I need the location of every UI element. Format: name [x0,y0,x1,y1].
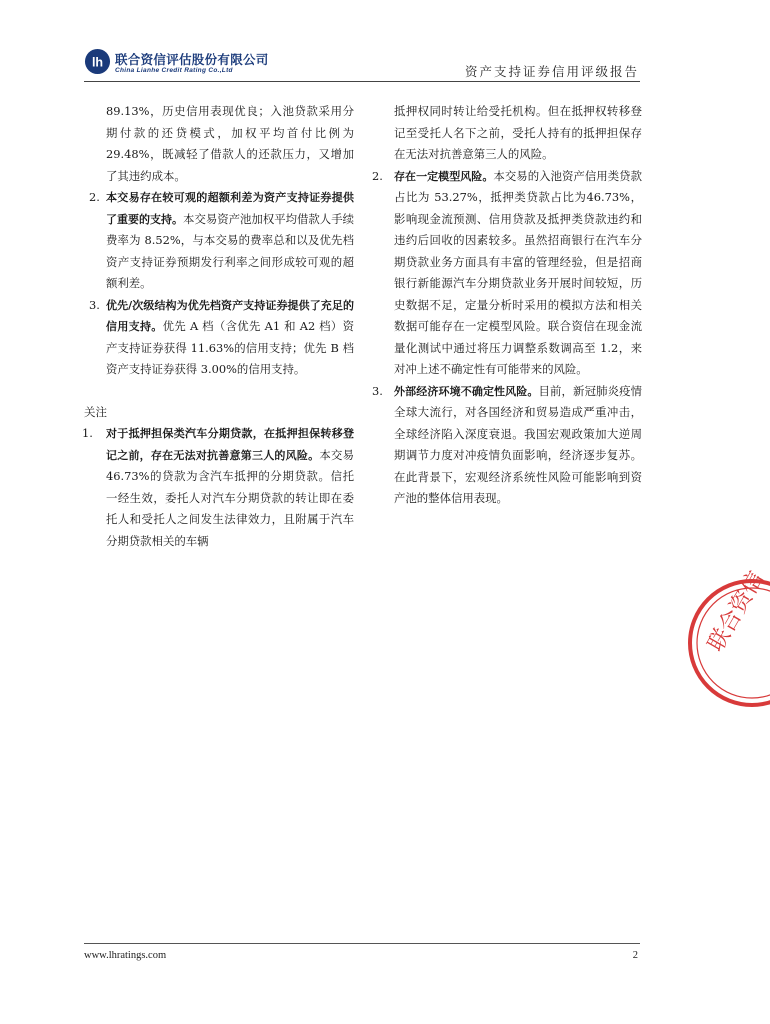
company-logo-icon [84,48,111,75]
company-seal-stamp [680,568,770,718]
list-item-number: 3. [89,297,100,312]
page-number: 2 [632,950,638,961]
list-item-number: 1. [82,426,93,440]
concerns-heading: 关注 [84,404,107,419]
intro-paragraph: 89.13%，历史信用表现优良；入池贷款采用分期付款的还贷模式，加权平均首付比例为29.48%，既减轻了借款人的还款压力，又增加了其违约成本。 [106,104,354,183]
list-item-text: 优先 A 档（含优先 A1 和 A2 档）资产支持证券获得 11.63%的信用支持；优先 B 档资产支持证券获得 3.00%的信用支持。 [106,319,354,376]
list-item-heading: 外部经济环境不确定性风险。 [394,384,539,398]
list-item-text: 目前，新冠肺炎疫情全球大流行，对各国经济和贸易造成严重冲击，全球经济陷入深度衰退。我国宏观政策加大逆周期调节力度对冲疫情负面影响，经济逐步复苏。在此背景下，宏观经济系统性风险可能影响到资产池的整体信用表现。 [394,383,642,505]
company-name-cn: 联合资信评估股份有限公司 [115,52,269,67]
seal-text: 联合资信 [703,567,770,656]
list-item-heading: 本交易存在较可观的超额利差为资产支持证券提供了重要的支持。 [106,191,354,226]
list-item-number: 3. [372,383,383,398]
concern-item [372,381,642,510]
list-item-text: 本交易的入池资产信用类贷款占比为 53.27%，抵押类贷款占比为46.73%，影响现金流预测、信用贷款及抵押类贷款违约和违约后回收的因素较多。虽然招商银行在汽车分期贷款业务方面具有丰富的管理经验，但是招商银行新能源汽车分期贷款业务开展时间较短，历史数据不足，定量分析时采用的模拟方法和相关数据可能存在一定模型风险。联合资信在现金流量化测试中通过将压力调整系数调高至 1.2，来对冲上述不确定性有可能带来的风险。 [394,168,642,376]
list-item-text: 本交易资产池加权平均借款人手续费率为 8.52%，与本交易的费率总和以及优先档资产支持证券预期发行利率之间形成较可观的超额利差。 [106,211,354,290]
list-item [84,187,354,295]
concern-item [84,423,354,552]
list-item-heading: 对于抵押担保类汽车分期贷款，在抵押担保转移登记之前，存在无法对抗善意第三人的风险。 [106,427,354,462]
company-name-en: China Lianhe Credit Rating Co.,Ltd [115,67,233,74]
concern-item [372,166,642,381]
company-logo [84,46,304,80]
header-divider [84,81,640,82]
list-item-text: 本交易 46.73%的贷款为含汽车抵押的分期贷款。信托一经生效，委托人对汽车分期贷款的转让即在委托人和受托人之间发生法律效力，且附属于汽车分期贷款相关的车辆 [106,447,354,548]
list-item-number: 2. [89,190,100,204]
logo-mark-text: lh [91,55,104,70]
list-item-number: 2. [372,168,383,183]
footer-divider [84,943,640,944]
left-column [84,101,354,552]
right-column [372,101,642,510]
continuation-paragraph: 抵押权同时转让给受托机构。但在抵押权转移登记至受托人名下之前，受托人持有的抵押担保存在无法对抗善意第三人的风险。 [394,104,642,161]
list-item [84,295,354,381]
list-item-heading: 优先/次级结构为优先档资产支持证券提供了充足的信用支持。 [106,298,354,333]
list-item-heading: 存在一定模型风险。 [394,169,494,183]
report-title: 资产支持证券信用评级报告 [464,64,639,79]
footer-website: www.lhratings.com [84,950,167,961]
